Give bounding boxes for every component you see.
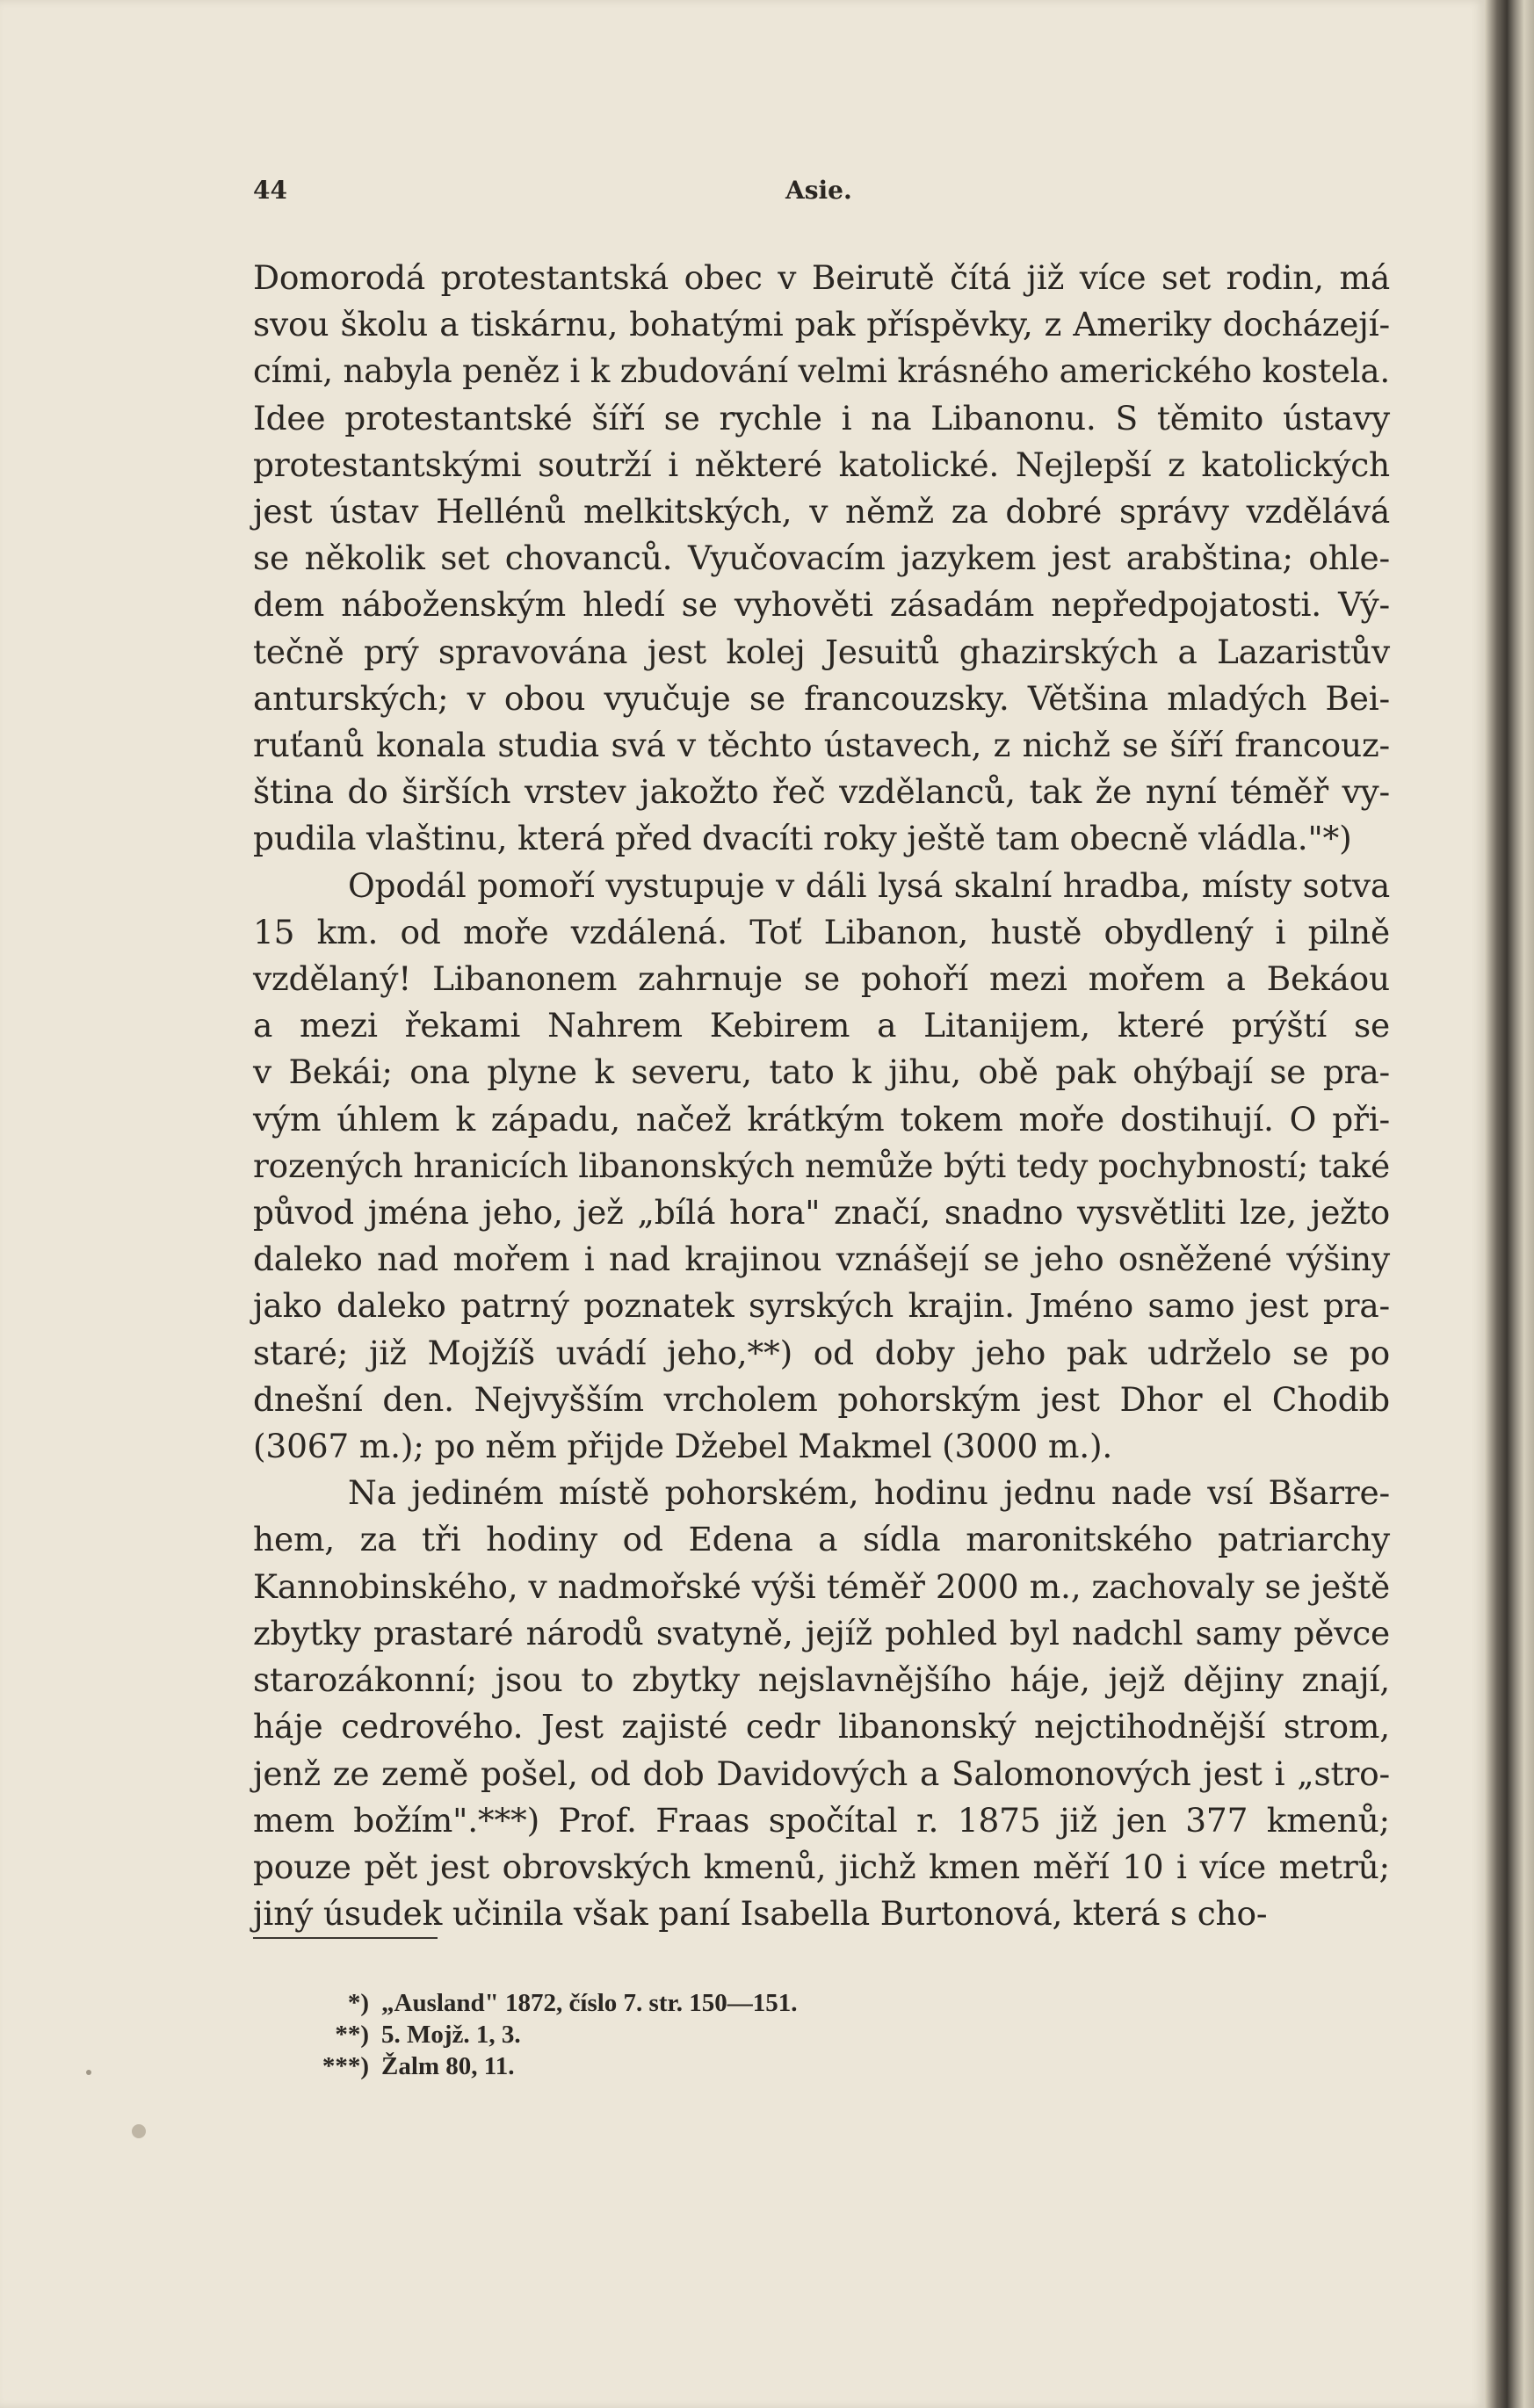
book-spine-edge bbox=[1485, 0, 1534, 2408]
footnote-text: „Ausland" 1872, číslo 7. str. 150—151. bbox=[381, 1989, 798, 2017]
footnote-text: 5. Mojž. 1, 3. bbox=[381, 2021, 521, 2049]
text-line: pouze pět jest obrovských kmenů, jichž kmen měří 10 i více metrů; bbox=[253, 1847, 1390, 1886]
text-line: vzdělaný! Libanonem zahrnuje se pohoří mezi mořem a Bekáou bbox=[253, 959, 1390, 999]
text-line: starozákonní; jsou to zbytky nejslavnějšího háje, jejž dějiny znají, bbox=[253, 1660, 1390, 1700]
page-number: 44 bbox=[253, 176, 287, 205]
footnote-mark: **) bbox=[335, 2021, 369, 2049]
paper-spot bbox=[132, 2124, 146, 2138]
text-line: vým úhlem k západu, načež krátkým tokem moře dostihují. O při- bbox=[253, 1099, 1390, 1139]
footnote bbox=[316, 1987, 1107, 2019]
text-line: hem, za tři hodiny od Edena a sídla maronitského patriarchy bbox=[253, 1520, 1390, 1559]
text-line: mem božím".***) Prof. Fraas spočítal r. 1875 již jen 377 kmenů; bbox=[253, 1800, 1390, 1840]
text-line: Idee protestantské šíří se rychle i na Libanonu. S těmito ústavy bbox=[253, 398, 1390, 437]
footnote bbox=[316, 2050, 1107, 2082]
text-line: (3067 m.); po něm přijde Džebel Makmel (3000 m.). bbox=[253, 1427, 1113, 1466]
text-line: Kannobinského, v nadmořské výši téměř 2000 m., zachovaly se ještě bbox=[253, 1566, 1390, 1606]
text-line: Opodál pomoří vystupuje v dáli lysá skalní hradba, místy sotva bbox=[348, 865, 1390, 905]
text-line: 15 km. od moře vzdálená. Toť Libanon, hustě obydlený i pilně bbox=[253, 912, 1390, 951]
text-line: jako daleko patrný poznatek syrských krajin. Jméno samo jest pra- bbox=[253, 1286, 1390, 1326]
footnote-divider bbox=[253, 1937, 438, 1939]
body-text bbox=[253, 255, 1390, 1937]
text-line: staré; již Mojžíš uvádí jeho,**) od doby jeho pak udrželo se po bbox=[253, 1333, 1390, 1372]
paper-spot bbox=[86, 2070, 91, 2075]
text-line: původ jména jeho, jež „bílá hora" značí, snadno vysvětliti lze, ježto bbox=[253, 1193, 1390, 1233]
text-line: háje cedrového. Jest zajisté cedr libanonský nejctihodnější strom, bbox=[253, 1707, 1390, 1746]
footnote-text: Žalm 80, 11. bbox=[381, 2052, 515, 2080]
text-line: jiný úsudek učinila však paní Isabella Burtonová, která s cho- bbox=[253, 1894, 1268, 1934]
text-line: jest ústav Hellénů melkitských, v němž za dobré správy vzdělává bbox=[253, 492, 1390, 531]
text-line: ština do širších vrstev jakožto řeč vzdělanců, tak že nyní téměř vy- bbox=[253, 772, 1390, 812]
footnote bbox=[316, 2019, 1107, 2050]
text-line: Na jediném místě pohorském, hodinu jednu nade vsí Bšarre- bbox=[348, 1473, 1390, 1513]
text-line: svou školu a tiskárnu, bohatými pak příspěvky, z Ameriky docházejí- bbox=[253, 305, 1390, 344]
footnote-mark: ***) bbox=[322, 2052, 369, 2080]
text-line: daleko nad mořem i nad krajinou vznášejí se jeho osněžené výšiny bbox=[253, 1240, 1390, 1279]
text-line: anturských; v obou vyučuje se francouzsky. Většina mladých Bei- bbox=[253, 678, 1390, 718]
paragraph-1 bbox=[253, 255, 1390, 863]
text-line: ruťanů konala studia svá v těchto ústavech, z nichž se šíří francouz- bbox=[253, 726, 1390, 765]
text-line: protestantskými soutrží i některé katolické. Nejlepší z katolických bbox=[253, 445, 1390, 484]
text-line: se několik set chovanců. Vyučovacím jazykem jest arabština; ohle- bbox=[253, 539, 1390, 578]
section-title: Asie. bbox=[785, 176, 852, 205]
text-line: Domorodá protestantská obec v Beirutě čítá již více set rodin, má bbox=[253, 258, 1390, 297]
footnotes bbox=[316, 1987, 1107, 2082]
text-line: jenž ze země pošel, od dob Davidových a Salomonových jest i „stro- bbox=[253, 1754, 1390, 1793]
paragraph-3 bbox=[253, 1470, 1390, 1937]
text-line: rozených hranicích libanonských nemůže býti tedy pochybností; také bbox=[253, 1146, 1390, 1185]
text-line: cími, nabyla peněz i k zbudování velmi krásného amerického kostela. bbox=[253, 351, 1390, 391]
text-line: pudila vlaštinu, která před dvacíti roky ještě tam obecně vládla."*) bbox=[253, 819, 1352, 858]
running-head bbox=[253, 176, 1395, 211]
footnote-mark: *) bbox=[347, 1989, 369, 2017]
text-line: v Bekái; ona plyne k severu, tato k jihu, obě pak ohýbají se pra- bbox=[253, 1052, 1390, 1092]
text-line: zbytky prastaré národů svatyně, jejíž pohled byl nadchl samy pěvce bbox=[253, 1613, 1390, 1652]
paragraph-2 bbox=[253, 863, 1390, 1471]
text-line: tečně prý spravována jest kolej Jesuitů ghazirských a Lazaristův bbox=[253, 632, 1390, 671]
text-line: a mezi řekami Nahrem Kebirem a Litanijem, které prýští se bbox=[253, 1006, 1390, 1045]
text-line: dem náboženským hledí se vyhověti zásadám nepředpojatosti. Vý- bbox=[253, 585, 1390, 625]
text-line: dnešní den. Nejvyšším vrcholem pohorským jest Dhor el Chodib bbox=[253, 1379, 1390, 1419]
